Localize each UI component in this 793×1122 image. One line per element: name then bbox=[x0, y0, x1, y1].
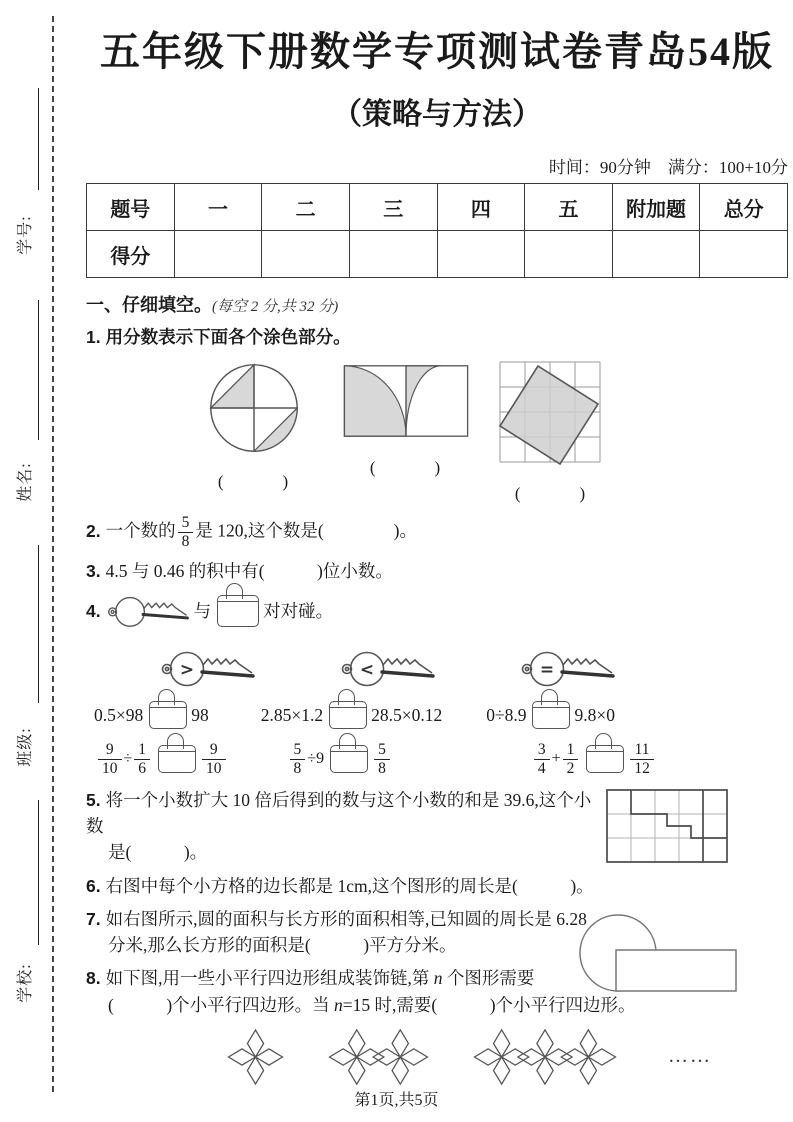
question-3-text: 4.5 与 0.46 的积中有( )位小数。 bbox=[105, 560, 393, 581]
comparison-keys-row bbox=[160, 645, 788, 691]
question-7-line2: 分米,那么长方形的面积是( )平方分米。 bbox=[108, 935, 457, 955]
tilted-square-figure bbox=[498, 360, 604, 468]
page-subtitle: （策略与方法） bbox=[332, 98, 542, 131]
time-score-info: 时间：90分钟 满分：100+10分 bbox=[548, 158, 788, 177]
parallelogram-chain-figures bbox=[224, 1028, 788, 1086]
score-header-cell: 一 bbox=[174, 184, 262, 231]
lock-icon bbox=[329, 701, 367, 729]
name-label: 姓名: bbox=[17, 462, 34, 502]
key-equal-icon bbox=[520, 645, 620, 691]
question-2-pre: 一个数的 bbox=[105, 520, 176, 541]
score-header-cell: 附加题 bbox=[612, 184, 700, 231]
expression-left: 0÷8.9 bbox=[486, 704, 527, 725]
score-header-cell: 二 bbox=[262, 184, 350, 231]
question-7-number: 7. bbox=[86, 908, 101, 929]
question-3-number: 3. bbox=[86, 560, 101, 581]
less-symbol: < bbox=[359, 660, 375, 681]
score-empty-cell bbox=[174, 231, 262, 278]
section-1-title: 一、仔细填空。 bbox=[86, 295, 212, 315]
school-label: 学校: bbox=[17, 963, 34, 1003]
decimal-expressions-row bbox=[94, 701, 788, 729]
score-empty-cell bbox=[262, 231, 350, 278]
fraction bbox=[534, 741, 550, 778]
class-write-line bbox=[38, 545, 39, 703]
section-1-heading bbox=[86, 291, 788, 317]
fraction bbox=[134, 741, 150, 778]
school-write-line bbox=[38, 800, 39, 945]
question-4-post: 对对碰。 bbox=[263, 601, 334, 621]
expression-right: 28.5×0.12 bbox=[371, 704, 443, 725]
fraction-numerator: 1 bbox=[563, 741, 579, 760]
question-8-line2-p2: =15 时,需要( )个小平行四边形。 bbox=[342, 994, 636, 1015]
expression-right: 98 bbox=[191, 704, 209, 725]
score-empty-cell bbox=[437, 231, 525, 278]
fraction-numerator: 1 bbox=[134, 741, 150, 760]
score-empty-cell bbox=[612, 231, 700, 278]
fraction-denominator: 8 bbox=[378, 759, 386, 777]
student-id-label: 学号: bbox=[17, 215, 34, 255]
score-empty-cell bbox=[349, 231, 437, 278]
question-7-block bbox=[86, 906, 788, 959]
fraction-denominator: 12 bbox=[634, 759, 650, 777]
key-icon bbox=[106, 591, 194, 631]
fraction bbox=[202, 741, 226, 778]
variable-n: n bbox=[433, 968, 443, 989]
chain-figure-2 bbox=[325, 1028, 432, 1086]
fraction-numerator: 9 bbox=[98, 741, 122, 760]
question-5-line1: 将一个小数扩大 10 倍后得到的数与这个小数的和是 39.6,这个小数 bbox=[86, 789, 592, 836]
lock-icon bbox=[149, 701, 187, 729]
fraction-numerator: 5 bbox=[178, 514, 194, 533]
fraction-expressions-row bbox=[96, 741, 788, 778]
class-label: 班级: bbox=[17, 727, 34, 767]
question-4-number: 4. bbox=[86, 601, 101, 621]
fraction-numerator: 3 bbox=[534, 741, 550, 760]
lock-icon bbox=[330, 745, 368, 773]
score-row-label: 得分 bbox=[87, 231, 175, 278]
answer-blank: ( ) bbox=[369, 458, 443, 478]
fraction-5-8 bbox=[178, 514, 194, 551]
score-header-cell: 总分 bbox=[700, 184, 788, 231]
lock-icon bbox=[217, 595, 259, 627]
answer-blank: ( ) bbox=[514, 484, 588, 504]
chain-figure-1 bbox=[224, 1028, 287, 1086]
fraction-denominator: 10 bbox=[102, 759, 118, 777]
ellipsis: …… bbox=[668, 1045, 712, 1068]
question-6-number: 6. bbox=[86, 875, 101, 896]
question-5 bbox=[86, 787, 606, 866]
circle-quarters-figure bbox=[206, 360, 302, 504]
fraction-numerator: 5 bbox=[290, 741, 306, 760]
score-table-header-row bbox=[87, 184, 788, 231]
grid-square-figure bbox=[498, 360, 604, 504]
question-8-line1-post: 个图形需要 bbox=[442, 968, 535, 989]
score-header-cell: 三 bbox=[349, 184, 437, 231]
answer-blank: ( ) bbox=[217, 472, 291, 492]
question-7 bbox=[86, 906, 606, 959]
lock-icon bbox=[532, 701, 570, 729]
question-1-number: 1. bbox=[86, 327, 101, 347]
question-1-text: 用分数表示下面各个涂色部分。 bbox=[105, 327, 351, 347]
key-greater-icon bbox=[160, 645, 260, 691]
expression-right: 9.8×0 bbox=[574, 704, 615, 725]
question-1 bbox=[86, 324, 788, 350]
question-8-line1-pre: 如下图,用一些小平行四边形组成装饰链,第 bbox=[105, 968, 434, 989]
question-4-mid: 与 bbox=[193, 601, 212, 621]
shaded-circle-figure bbox=[206, 360, 302, 456]
score-empty-cell bbox=[700, 231, 788, 278]
question-5-6-block bbox=[86, 787, 788, 899]
expression-left: 2.85×1.2 bbox=[260, 704, 324, 725]
fraction bbox=[374, 741, 390, 778]
score-header-cell: 题号 bbox=[87, 184, 175, 231]
question-5-number: 5. bbox=[86, 789, 101, 810]
fraction bbox=[563, 741, 579, 778]
perimeter-grid-figure bbox=[604, 789, 730, 863]
fraction-numerator: 9 bbox=[202, 741, 226, 760]
greater-symbol: > bbox=[179, 660, 195, 681]
fraction bbox=[630, 741, 654, 778]
operator: ÷ bbox=[123, 750, 133, 768]
question-2 bbox=[86, 514, 788, 551]
question-6-text: 右图中每个小方格的边长都是 1cm,这个图形的周长是( )。 bbox=[105, 875, 594, 896]
score-header-cell: 四 bbox=[437, 184, 525, 231]
cut-dashed-line bbox=[52, 16, 54, 1092]
fraction-numerator: 5 bbox=[374, 741, 390, 760]
question-1-figures bbox=[86, 360, 788, 504]
lock-icon bbox=[586, 745, 624, 773]
student-id-write-line bbox=[38, 88, 39, 190]
circle-rectangle-figure bbox=[578, 906, 748, 998]
expression-left: 0.5×98 bbox=[94, 704, 144, 725]
fraction-denominator: 2 bbox=[566, 759, 575, 777]
fraction-denominator: 6 bbox=[138, 759, 147, 777]
rectangle-arcs-figure bbox=[340, 360, 472, 504]
page-title: 五年级下册数学专项测试卷青岛54版 bbox=[100, 29, 774, 74]
chain-figure-3 bbox=[470, 1028, 620, 1086]
fraction-denominator: 8 bbox=[293, 759, 302, 777]
question-7-line1: 如右图所示,圆的面积与长方形的面积相等,已知圆的周长是 6.28 bbox=[105, 908, 587, 929]
variable-n: n bbox=[334, 994, 343, 1015]
question-8-line2-p1: ( )个小平行四边形。当 bbox=[108, 994, 335, 1015]
score-table bbox=[86, 183, 788, 278]
question-6 bbox=[86, 873, 788, 899]
question-2-post: 是 120,这个数是( )。 bbox=[195, 520, 418, 541]
question-3 bbox=[86, 558, 788, 584]
whole-number: 9 bbox=[316, 750, 325, 768]
score-empty-cell bbox=[525, 231, 613, 278]
fraction-denominator: 10 bbox=[206, 759, 222, 777]
operator: + bbox=[551, 750, 561, 768]
shaded-rectangle-figure bbox=[340, 360, 472, 442]
equal-symbol: = bbox=[539, 660, 555, 681]
score-table-score-row bbox=[87, 231, 788, 278]
fraction bbox=[98, 741, 122, 778]
operator: ÷ bbox=[307, 750, 317, 768]
fraction-denominator: 4 bbox=[537, 759, 546, 777]
section-1-points-note: (每空 2 分,共 32 分) bbox=[212, 299, 339, 315]
question-8-number: 8. bbox=[86, 968, 101, 989]
fraction-denominator: 8 bbox=[181, 533, 190, 551]
fraction bbox=[290, 741, 306, 778]
score-header-cell: 五 bbox=[525, 184, 613, 231]
question-2-number: 2. bbox=[86, 520, 101, 541]
fraction-numerator: 11 bbox=[630, 741, 654, 760]
name-write-line bbox=[38, 300, 39, 440]
lock-icon bbox=[158, 745, 196, 773]
question-5-line2: 是( )。 bbox=[108, 842, 208, 863]
page-number: 第1页,共5页 bbox=[354, 1092, 439, 1109]
key-less-icon bbox=[340, 645, 440, 691]
question-4 bbox=[86, 591, 788, 631]
